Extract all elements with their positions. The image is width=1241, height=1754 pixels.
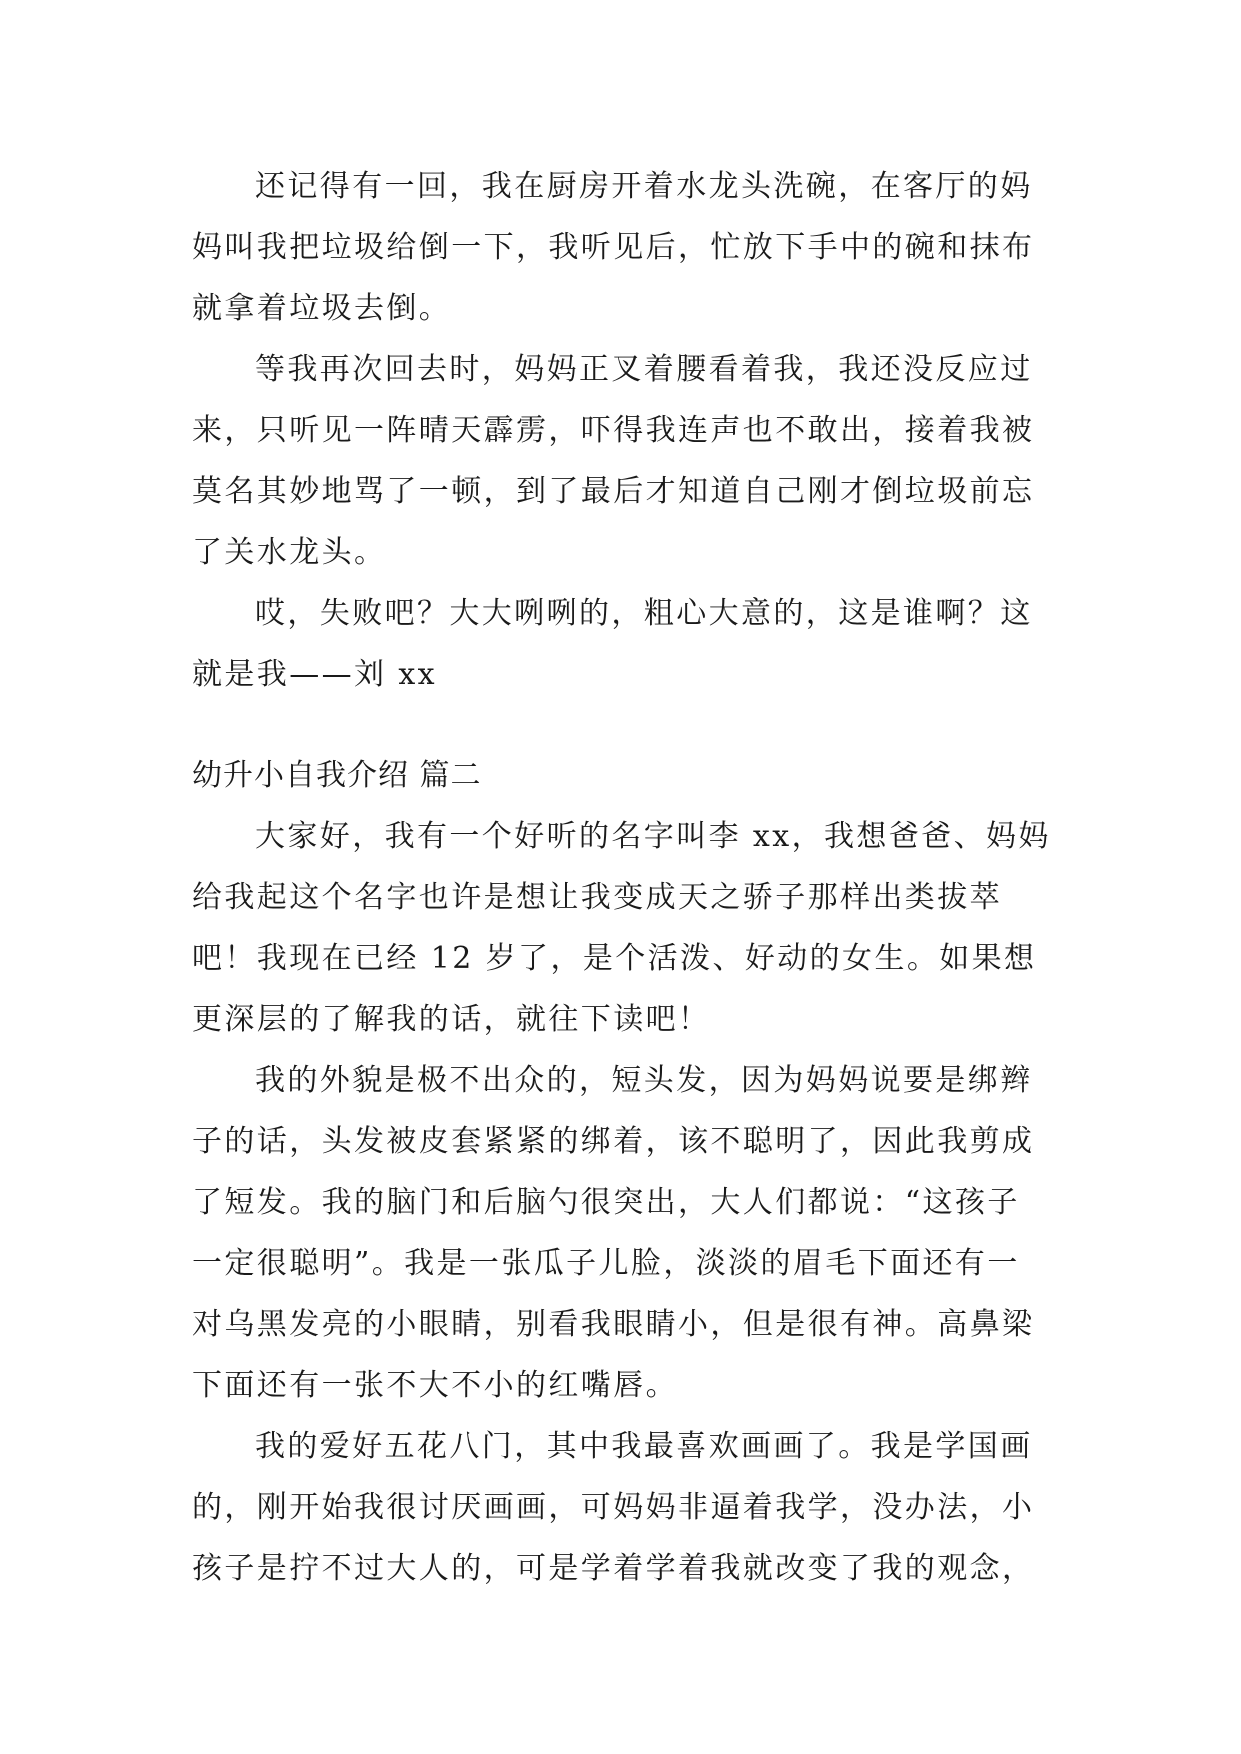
paragraph (192, 583, 1052, 705)
text-line: 对乌黑发亮的小眼睛，别看我眼睛小，但是很有神。高鼻梁 (192, 1307, 1035, 1342)
text-line: 就拿着垃圾去倒。 (192, 291, 452, 326)
paragraph (192, 1050, 1052, 1416)
section-one-body (192, 156, 1052, 705)
paragraph (192, 806, 1052, 1050)
text-line: 了短发。我的脑门和后脑勺很突出，大人们都说：“这孩子 (192, 1185, 1020, 1220)
text-line: 吧！我现在已经 12 岁了，是个活泼、好动的女生。如果想 (192, 941, 1037, 976)
paragraph (192, 156, 1052, 339)
section-heading: 幼升小自我介绍 篇二 (192, 758, 482, 793)
text-line: 了关水龙头。 (192, 535, 387, 570)
text-line: 孩子是拧不过大人的，可是学着学着我就改变了我的观念， (192, 1551, 1035, 1586)
text-line: 给我起这个名字也许是想让我变成天之骄子那样出类拔萃 (192, 880, 1002, 915)
text-line: 子的话，头发被皮套紧紧的绑着，该不聪明了，因此我剪成 (192, 1124, 1035, 1159)
paragraph (192, 1416, 1052, 1599)
text-line: 就是我——刘 xx (192, 657, 437, 692)
text-line: 的，刚开始我很讨厌画画，可妈妈非逼着我学，没办法，小 (192, 1490, 1035, 1525)
text-line: 来，只听见一阵晴天霹雳，吓得我连声也不敢出，接着我被 (192, 413, 1035, 448)
text-line: 还记得有一回，我在厨房开着水龙头洗碗，在客厅的妈 (255, 169, 1033, 204)
text-line: 妈叫我把垃圾给倒一下，我听见后，忙放下手中的碗和抹布 (192, 230, 1035, 265)
text-line: 我的爱好五花八门，其中我最喜欢画画了。我是学国画 (255, 1429, 1033, 1464)
text-line: 一定很聪明”。我是一张瓜子儿脸，淡淡的眉毛下面还有一 (192, 1246, 1020, 1281)
section-two-body (192, 806, 1052, 1599)
paragraph (192, 339, 1052, 583)
text-line: 大家好，我有一个好听的名字叫李 xx，我想爸爸、妈妈 (255, 819, 1051, 854)
text-line: 等我再次回去时，妈妈正叉着腰看着我，我还没反应过 (255, 352, 1033, 387)
text-line: 莫名其妙地骂了一顿，到了最后才知道自己刚才倒垃圾前忘 (192, 474, 1035, 509)
text-line: 哎，失败吧？大大咧咧的，粗心大意的，这是谁啊？这 (255, 596, 1033, 631)
text-line: 我的外貌是极不出众的，短头发，因为妈妈说要是绑辫 (255, 1063, 1033, 1098)
text-line: 下面还有一张不大不小的红嘴唇。 (192, 1368, 678, 1403)
text-line: 更深层的了解我的话，就往下读吧！ (192, 1002, 711, 1037)
